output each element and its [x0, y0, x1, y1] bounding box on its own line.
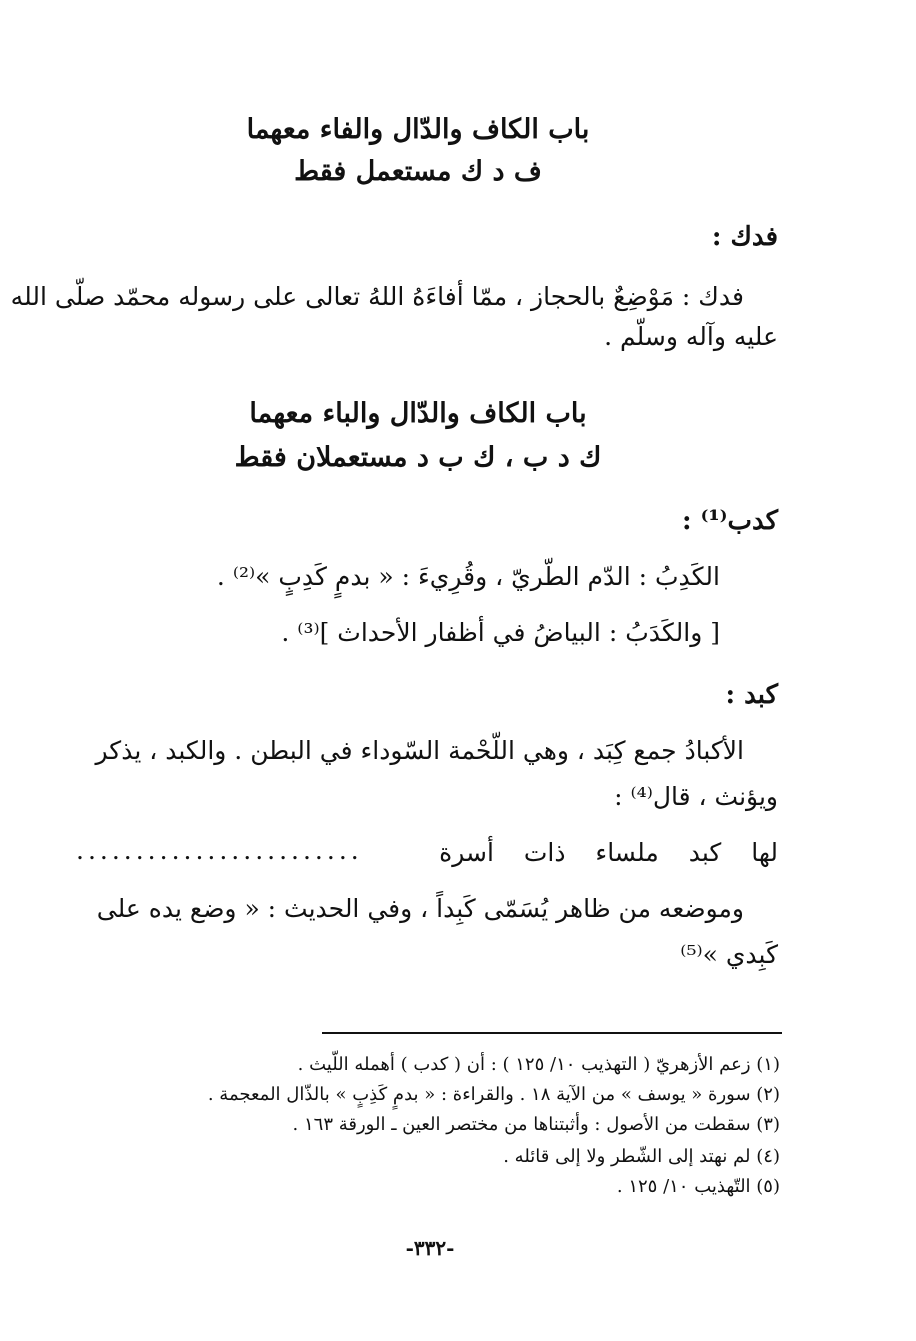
footnote-divider — [322, 1032, 782, 1034]
entry-fadak-line-2: عليه وآله وسلّم . — [604, 322, 778, 351]
footnote-2: (٢) سورة « يوسف » من الآية ١٨ . والقراءة : « بدمٍ كَذِبٍ » بالذّال المعجمة . — [207, 1084, 780, 1105]
section-subtitle-kdb: ك د ب ، ك ب د مستعملان فقط — [234, 442, 602, 473]
footnote-3: (٣) سقطت من الأصول : وأثبتناها من مختصر العين ـ الورقة ١٦٣ . — [292, 1114, 780, 1135]
entry-headword-fadak: فدك : — [711, 222, 778, 252]
footnote-4: (٤) لم نهتد إلى الشّطر ولا إلى قائله . — [503, 1146, 780, 1167]
verse-first-half: لها كبد ملساء ذات أسرة — [439, 838, 778, 867]
section-title-kdb: باب الكاف والدّال والباء معهما — [249, 398, 587, 429]
entry-kabid-line-1: الأكبادُ جمع كِبَد ، وهي اللّحْمة السّوداء في البطن . والكبد ، يذكر — [95, 736, 744, 765]
section-title-kdf: باب الكاف والدّال والفاء معهما — [246, 114, 590, 145]
entry-kabid-line-4: كَبِدي »⁽⁵⁾ — [680, 940, 778, 969]
entry-kabid-line-3: وموضعه من ظاهر يُسَمّى كَبِداً ، وفي الحديث : « وضع يده على — [96, 894, 744, 923]
entry-headword-kadhib: كدب⁽¹⁾ : — [681, 506, 778, 536]
footnote-5: (٥) التّهذيب ١٠/ ١٢٥ . — [616, 1176, 780, 1197]
entry-kadhib-line-2: [ والكَدَبُ : البياضُ في أظفار الأحداث ]⁽³⁾ . — [281, 618, 720, 647]
verse-ellipsis: ........................ — [76, 836, 363, 865]
footnote-1: (١) زعم الأزهريّ ( التهذيب ١٠/ ١٢٥ ) : أن ( كدب ) أهمله اللّيث . — [297, 1054, 780, 1075]
page-number: -٣٣٢- — [405, 1236, 455, 1260]
section-subtitle-kdf: ف د ك مستعمل فقط — [294, 156, 542, 187]
entry-kadhib-line-1: الكَدِبُ : الدّم الطّريّ ، وقُرِيءَ : « بدمٍ كَدِبٍ »⁽²⁾ . — [216, 562, 720, 591]
entry-fadak-line-1: فدك : مَوْضِعٌ بالحجاز ، ممّا أفاءَهُ اللهُ تعالى على رسوله محمّد صلّى الله — [10, 282, 744, 311]
entry-kabid-line-2: ويؤنث ، قال⁽⁴⁾ : — [614, 782, 778, 811]
entry-headword-kabid: كبد : — [725, 680, 778, 710]
